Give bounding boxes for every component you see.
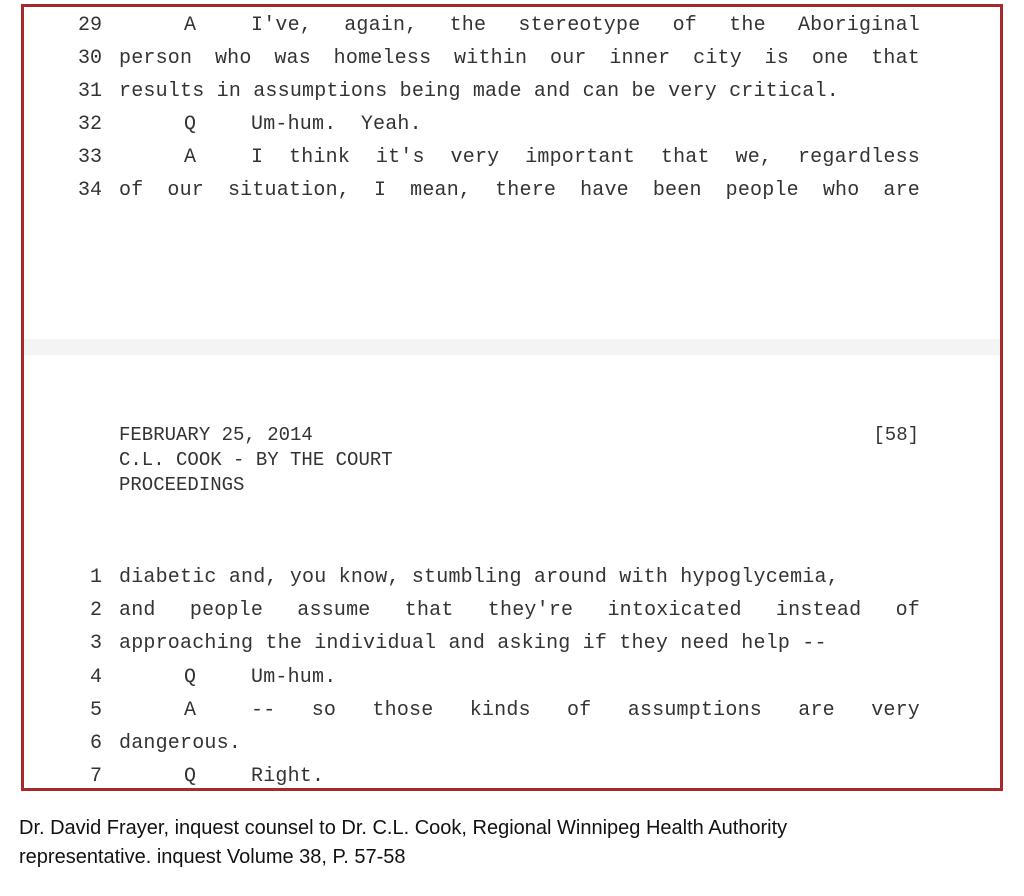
line-text: Um-hum.: [251, 666, 337, 689]
speaker-label: Q: [184, 666, 197, 689]
line-number: 32: [77, 113, 102, 136]
line-number: 2: [89, 599, 102, 622]
transcript-line: [24, 174, 1000, 207]
transcript-line: [24, 75, 1000, 108]
line-text: person who was homeless within our inner city is one that: [119, 47, 920, 70]
transcript-line: [24, 627, 1000, 660]
line-text: diabetic and, you know, stumbling around with hypoglycemia,: [119, 566, 839, 589]
line-text: of our situation, I mean, there have been people who are: [119, 179, 920, 202]
transcript-line: [24, 594, 1000, 627]
line-text: dangerous.: [119, 732, 242, 755]
line-text: I've, again, the stereotype of the Aboriginal: [251, 14, 920, 37]
line-number: 31: [77, 80, 102, 103]
line-number: 1: [89, 566, 102, 589]
transcript-line: [24, 727, 1000, 760]
line-number: 4: [89, 666, 102, 689]
line-number: 6: [89, 732, 102, 755]
caption-line-2: representative. inquest Volume 38, P. 57-58: [19, 846, 406, 868]
line-number: 7: [89, 765, 102, 788]
line-text: Right.: [251, 765, 325, 788]
image-caption: [19, 814, 1009, 872]
transcript-line: [24, 661, 1000, 694]
speaker-label: A: [184, 699, 197, 722]
transcript-line: [24, 561, 1000, 594]
transcript-line: [24, 694, 1000, 727]
line-number: 34: [77, 179, 102, 202]
header-section: PROCEEDINGS: [119, 474, 245, 496]
line-number: 3: [89, 632, 102, 655]
transcript-line: [24, 42, 1000, 75]
page-break: [24, 339, 1000, 355]
transcript-line: [24, 108, 1000, 141]
page-header: [119, 423, 919, 498]
line-text: Um-hum. Yeah.: [251, 113, 422, 136]
line-number: 30: [77, 47, 102, 70]
transcript-line: [24, 141, 1000, 174]
transcript-line: [24, 9, 1000, 42]
line-text: -- so those kinds of assumptions are very: [251, 699, 920, 722]
transcript-frame: [21, 4, 1003, 791]
speaker-label: Q: [184, 765, 197, 788]
line-text: and people assume that they're intoxicated instead of: [119, 599, 920, 622]
header-page-number: [58]: [873, 424, 919, 446]
line-number: 29: [77, 14, 102, 37]
caption-line-1: Dr. David Frayer, inquest counsel to Dr. C.L. Cook, Regional Winnipeg Health Authority: [19, 817, 788, 839]
line-text: approaching the individual and asking if they need help --: [119, 632, 827, 655]
transcript-line: [24, 760, 1000, 791]
line-text: results in assumptions being made and can be very critical.: [119, 80, 839, 103]
speaker-label: A: [184, 146, 197, 169]
speaker-label: A: [184, 14, 197, 37]
header-date: FEBRUARY 25, 2014: [119, 424, 313, 446]
line-number: 5: [89, 699, 102, 722]
speaker-label: Q: [184, 113, 197, 136]
header-witness: C.L. COOK - BY THE COURT: [119, 449, 393, 471]
line-text: I think it's very important that we, regardless: [251, 146, 920, 169]
line-number: 33: [77, 146, 102, 169]
